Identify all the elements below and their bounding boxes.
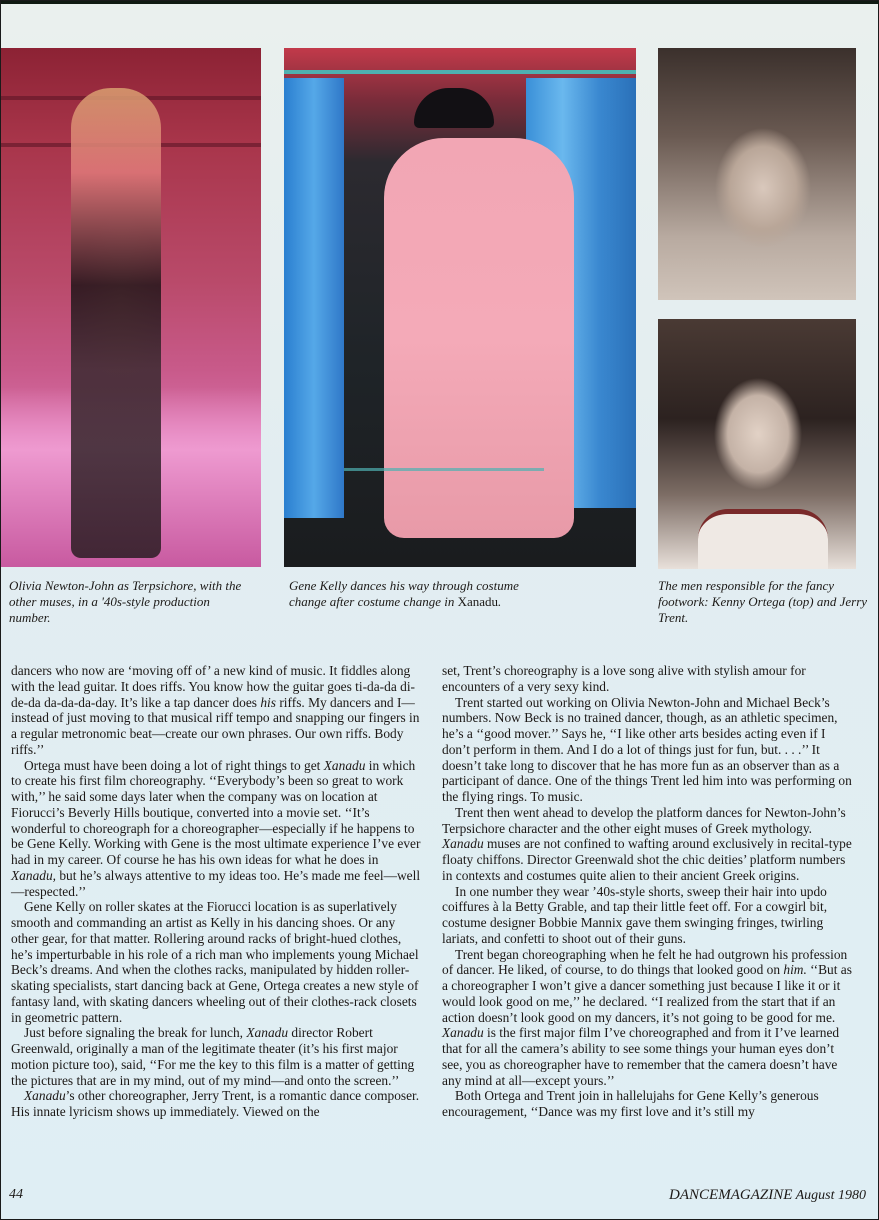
photo-olivia-newton-john <box>1 48 261 567</box>
body-column-left <box>11 663 423 1120</box>
dancer-figure <box>71 88 161 558</box>
text-run: ’s other choreographer, Jerry Trent, is a romantic dance composer. His innate lyricism shows up immediately. Viewed on the <box>11 1088 420 1119</box>
paragraph <box>11 663 423 758</box>
paragraph <box>11 1025 423 1088</box>
caption-middle-text: Gene Kelly dances his way through costume change after costume change in <box>289 578 519 609</box>
paragraph <box>11 758 423 900</box>
text-run: Just before signaling the break for lunch, <box>24 1025 247 1041</box>
paragraph <box>442 947 854 1089</box>
black-hat <box>414 88 494 128</box>
film-title: Xanadu <box>323 757 366 773</box>
text-run: in which to create his first film choreography. ‘‘Everybody’s been so great to work with,’’ he said some days later when the company was on location at Fiorucci’s Beverly Hills boutique, converted into a movie set. ‘‘It’s wonderful to choreograph for a choreographer—especially if he happens to be Gene Kelly. Working with Gene is the most ultimate experience I’ve ever had in my career. Of course he has his own ideas for what he does in <box>11 757 421 867</box>
caption-left: Olivia Newton-John as Terpsichore, with the other muses, in a '40s-style production number. <box>9 578 242 625</box>
paragraph <box>11 1088 423 1120</box>
film-title: Xanadu, <box>11 867 57 883</box>
text-run: muses are not confined to wafting around exclusively in recital-type floaty chiffons. Director Greenwald shot the chic deities’ platform numbers in contexts and costumes quite alien to their ancient Greek origins. <box>442 836 852 883</box>
photo-gene-kelly <box>284 48 636 567</box>
film-title: Xanadu <box>246 1025 289 1041</box>
caption-right: The men responsible for the fancy footwork: Kenny Ortega (top) and Jerry Trent. <box>658 578 868 625</box>
photo-kenny-ortega <box>658 48 856 300</box>
text-run: director Robert Greenwald, originally a man of the legitimate theater (it’s his first major motion picture too), said, ‘‘For me the key to this film is a matter of getting the pictures that are in my mind, out of my mind—and onto the screen.’’ <box>11 1025 415 1088</box>
hanging-clothes-left <box>284 78 344 518</box>
film-title: Xanadu <box>457 594 499 609</box>
film-title: Xanadu <box>24 1088 66 1104</box>
clothes-rack-bar <box>284 70 636 74</box>
text-run: riffs. My dancers and I—instead of just moving to that musical riff tempo and snapping our fingers in a regular metronomic beat—create our own phrases. Our own riffs. Body riffs.’’ <box>11 694 420 757</box>
paragraph: Gene Kelly on roller skates at the Fiorucci location is as superlatively smooth and commanding an artist as Kelly in his dancing shoes. Or any other gear, for that matter. Rollering around racks of bright-hued clothes, he’s imperturbable in his role of a rich man who implements young Michael Beck’s dreams. And when the clothes racks, manipulated by hidden roller-skating specialists, start dancing back at Gene, Ortega creates a new style of fantasy land, with skating dancers wheeling out of their clothes-rack closets in geometric pattern. <box>11 899 419 1025</box>
page-number: 44 <box>9 1187 23 1202</box>
running-footer <box>669 1187 866 1204</box>
film-title: Xanadu <box>442 836 484 852</box>
paragraph: In one number they wear ’40s-style shorts, sweep their hair into updo coiffures à la Betty Grable, and tap their little feet off. For a cowgirl bit, costume designer Bobbie Mannix gave them swinging fringes, twirling lariats, and confetti to shoot out of their guns. <box>442 883 828 946</box>
caption-middle-end: . <box>498 594 502 609</box>
pink-suit-figure <box>384 138 574 538</box>
text-run: Ortega must have been doing a lot of right things to get <box>24 757 324 773</box>
text-run: is the first major film I’ve choreographed and from it I’ve learned that for all the camera’s ability to see some things your human eyes don’t see, you as choreographer have to remember that the camera doesn’t have any mind at all—except yours.’’ <box>442 1025 840 1088</box>
emphasis: his <box>260 694 276 710</box>
paragraph: Both Ortega and Trent join in hallelujahs for Gene Kelly’s generous encouragement, ‘‘Dance was my first love and it’s still my <box>442 1088 819 1119</box>
ringer-tshirt <box>698 509 828 569</box>
text-run: Trent then went ahead to develop the platform dances for Newton-John’s Terpsichore character and the other eight muses of Greek mythology. <box>442 804 846 836</box>
caption-middle <box>289 578 529 610</box>
paragraph: set, Trent’s choreography is a love song alive with stylish amour for encounters of a very sexy kind. <box>442 663 806 694</box>
text-run: dancers who now are ‘moving off of’ a new kind of music. It fiddles along with the lead guitar. It does riffs. You know how the guitar goes ti-da-da di-de-da da-da-da-day. It’s like a tap dancer does <box>11 663 416 710</box>
magazine-name: DANCEMAGAZINE <box>669 1187 793 1203</box>
film-title: Xanadu <box>442 1025 484 1041</box>
body-column-right <box>442 663 854 1120</box>
scan-edge <box>1 1 879 4</box>
paragraph <box>442 805 854 884</box>
photo-jerry-trent <box>658 319 856 569</box>
text-run: ‘‘But as a choreographer I won’t give a dancer something just because I like it or it would look good on me,’’ he declared. ‘‘I realized from the start that if an action doesn’t look good on my dancers, it’s not going to be good for me. <box>442 962 852 1025</box>
paragraph: Trent started out working on Olivia Newton-John and Michael Beck’s numbers. Now Beck is no trained dancer, though, as an athletic specimen, he’s a ‘‘good mover.’’ Says he, ‘‘I like other arts besides acting even if I don’t perform in them. And I do a lot of things just for fun, but. . . .’’ It doesn’t take long to discover that he has more fun as an observer than as a participant of dance. One of the things Trent led him into was performing on the flying rings. To music. <box>442 694 852 804</box>
floor-rail <box>344 468 544 471</box>
issue-date: August 1980 <box>795 1188 866 1203</box>
emphasis: him. <box>783 962 807 978</box>
text-run: but he’s always attentive to my ideas too. He’s made me feel—well—respected.’’ <box>11 867 421 899</box>
text-run: Trent began choreographing when he felt he had outgrown his profession of dancer. He liked, of course, to do things that looked good on <box>442 946 848 978</box>
